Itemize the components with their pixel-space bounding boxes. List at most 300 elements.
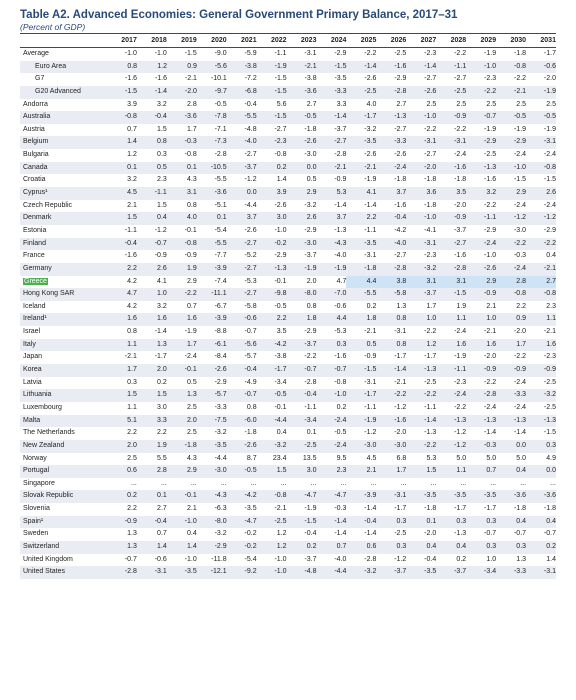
year-header: 2024 [330,37,347,44]
value-cell: -3.5 [184,568,197,576]
value-cell: -1.9 [513,125,527,133]
value-cell: -4.8 [244,125,257,133]
value-cell: -3.1 [364,378,377,386]
row-label: Malta [23,416,41,424]
value-cell: -2.0 [424,163,437,171]
value-cell: 3.6 [426,189,437,197]
value-cell: -2.5 [394,530,407,538]
value-cell: -0.5 [304,113,317,121]
value-cell: -0.1 [184,366,197,374]
table-row [20,516,556,529]
value-cell: -2.2 [513,353,527,361]
value-cell: 0.3 [486,517,497,525]
value-cell: ... [400,479,407,487]
value-cell: 0.4 [426,542,437,550]
row-label: G7 [35,75,45,83]
value-cell: -7.1 [214,125,227,133]
value-cell: 1.2 [276,542,287,550]
value-cell: -2.4 [334,416,347,424]
value-cell: 2.2 [127,264,137,272]
value-cell: -2.9 [513,138,527,146]
year-header: 2027 [420,37,437,44]
value-cell: 3.1 [436,276,466,289]
table-row [20,111,556,124]
value-cell: -4.4 [274,416,287,424]
value-cell: -3.5 [424,492,437,500]
value-cell: -1.1 [154,189,167,197]
value-cell: 1.5 [426,467,437,475]
value-cell: 0.2 [336,403,347,411]
value-cell: -2.9 [274,252,287,260]
value-cell: 1.1 [127,403,137,411]
value-cell: -3.7 [424,290,437,298]
table-row [20,162,556,175]
value-cell: 0.3 [516,542,527,550]
row-label [20,276,107,289]
value-cell: -1.8 [513,50,527,57]
value-cell: -10.1 [210,75,227,83]
value-cell: -2.2 [454,403,467,411]
value-cell: 0.7 [157,530,167,538]
value-cell: -0.8 [514,62,527,70]
value-cell: -3.2 [424,264,437,272]
value-cell: -3.1 [154,568,167,576]
year-header: 2021 [241,37,257,44]
value-cell: -2.9 [394,75,407,83]
value-cell: ... [370,479,377,487]
value-cell: -1.8 [454,176,467,184]
value-cell: 1.4 [276,176,287,184]
value-cell: -2.0 [513,328,527,336]
value-cell: -1.2 [543,214,556,222]
value-cell: -0.9 [543,366,556,374]
value-cell: 2.9 [306,189,317,197]
value-cell: 5.0 [486,454,497,462]
value-cell: -2.7 [244,151,257,159]
value-cell: -2.2 [424,328,437,336]
value-cell: 2.3 [546,302,556,310]
value-cell: -1.9 [334,264,347,272]
value-cell: -3.1 [543,138,556,146]
value-cell: -2.8 [304,378,317,386]
value-cell: -2.7 [424,75,437,83]
value-cell: -2.6 [364,75,377,83]
value-cell: -5.3 [244,277,257,285]
value-cell: -2.2 [424,391,437,399]
value-cell: -2.5 [543,403,556,411]
value-cell: 1.6 [546,340,556,348]
row-label: Luxembourg [23,403,62,411]
row-label: Belgium [23,138,49,146]
value-cell: -1.6 [454,163,467,171]
value-cell: 3.5 [456,189,467,197]
value-cell: -0.2 [244,542,257,550]
value-cell: -2.2 [513,239,527,247]
value-cell: -4.2 [274,340,287,348]
value-cell: 0.8 [396,315,407,323]
value-cell: -0.4 [394,214,407,222]
year-header: 2022 [270,37,287,44]
value-cell: 1.3 [396,302,407,310]
year-header: 2025 [360,37,377,44]
value-cell: -2.1 [124,353,137,361]
table-row [20,288,556,301]
value-cell: 2.5 [186,403,197,411]
value-cell: -0.6 [244,315,257,323]
value-cell: 4.2 [127,302,137,310]
table-row [20,503,556,516]
value-cell: -1.0 [154,50,167,57]
value-cell: 1.9 [456,302,467,310]
value-cell: -1.7 [394,505,407,513]
value-cell: 5.0 [456,454,467,462]
value-cell: -1.5 [274,87,287,95]
value-cell: -2.1 [274,505,287,513]
value-cell: -0.7 [304,366,317,374]
value-cell: -1.0 [274,226,287,234]
value-cell: -1.1 [364,226,377,234]
value-cell: -0.8 [184,239,197,247]
value-cell: -0.3 [484,441,497,449]
value-cell: -7.0 [334,290,347,298]
value-cell: -8.8 [214,328,227,336]
value-cell: -2.7 [274,125,287,133]
value-cell: 1.4 [186,542,197,550]
value-cell: -3.9 [214,315,227,323]
value-cell: -1.5 [543,176,556,184]
value-cell: ... [490,479,497,487]
value-cell: 4.0 [186,214,197,222]
value-cell: -2.9 [543,226,556,234]
value-cell: -1.0 [274,568,287,576]
value-cell: 2.5 [186,429,197,437]
row-label: Slovak Republic [23,492,74,500]
value-cell: -0.2 [274,239,287,247]
value-cell: -1.9 [543,87,556,95]
value-cell: -1.1 [424,403,437,411]
value-cell: 5.1 [127,416,137,424]
value-cell: -1.8 [424,201,437,209]
value-cell: 0.3 [546,441,556,449]
value-cell: -3.2 [274,441,287,449]
value-cell: 2.7 [396,100,407,108]
value-cell: -0.4 [304,530,317,538]
value-cell: -1.4 [484,429,497,437]
value-cell: -3.7 [454,568,467,576]
value-cell: -3.7 [304,340,317,348]
value-cell: 1.7 [426,302,437,310]
year-header: 2030 [510,37,527,44]
value-cell: -0.9 [184,252,197,260]
value-cell: -1.6 [394,201,407,209]
value-cell: -3.2 [543,391,556,399]
value-cell: 1.2 [127,151,137,159]
value-cell: -4.3 [214,492,227,500]
value-cell: 1.7 [127,366,137,374]
value-cell: -1.5 [454,290,467,298]
value-cell: -1.0 [484,252,497,260]
value-cell: 1.5 [276,467,287,475]
value-cell: -2.3 [454,378,467,386]
table-row [20,136,556,149]
value-cell: 3.1 [186,189,197,197]
value-cell: -1.0 [274,555,287,563]
value-cell: -3.9 [364,492,377,500]
value-cell: -5.1 [214,201,227,209]
value-cell: -3.2 [214,429,227,437]
value-cell: -2.8 [484,391,497,399]
row-label: Estonia [23,226,47,234]
value-cell: 1.6 [157,315,167,323]
value-cell: -3.5 [424,568,437,576]
value-cell: 3.5 [276,328,287,336]
value-cell: -0.7 [484,113,497,121]
value-cell: -1.0 [184,555,197,563]
value-cell: -2.4 [394,163,407,171]
value-cell: -1.4 [364,530,377,538]
row-label: Finland [23,239,46,247]
value-cell: 1.8 [306,315,317,323]
value-cell: -5.5 [244,113,257,121]
value-cell: -0.4 [244,366,257,374]
header-row [20,34,556,48]
value-cell: 0.9 [516,315,527,323]
value-cell: 2.0 [306,277,317,285]
value-cell: -2.6 [244,441,257,449]
value-cell: -6.0 [244,416,257,424]
value-cell: -3.5 [454,492,467,500]
table-row [20,73,556,86]
value-cell: -1.6 [334,353,347,361]
value-cell: 0.2 [306,542,317,550]
table-row [20,124,556,137]
value-cell: 0.1 [157,492,167,500]
value-cell: 3.2 [486,189,497,197]
value-cell: -3.1 [424,239,437,247]
value-cell: -3.4 [274,378,287,386]
value-cell: -8.0 [304,290,317,298]
value-cell: ... [280,479,287,487]
value-cell: -0.2 [244,530,257,538]
row-label: Latvia [23,378,42,386]
value-cell: -5.8 [244,302,257,310]
table-row [20,339,556,352]
value-cell: -1.8 [424,505,437,513]
value-cell: 13.5 [302,454,317,462]
value-cell: -1.7 [394,353,407,361]
value-cell: 4.5 [366,454,377,462]
value-cell: 3.9 [127,100,137,108]
value-cell: -2.1 [543,264,556,272]
value-cell: -5.3 [334,328,347,336]
value-cell: 2.5 [546,100,556,108]
value-cell: -0.6 [154,555,167,563]
value-cell: -5.5 [364,290,377,298]
value-cell: -0.9 [124,517,137,525]
value-cell: -1.5 [184,50,197,57]
year-header: 2023 [300,37,317,44]
value-cell: -3.1 [424,138,437,146]
value-cell: -2.2 [543,239,556,247]
value-cell: 3.3 [157,416,167,424]
value-cell: -1.6 [394,416,407,424]
table-row [20,440,556,453]
value-cell: ... [250,479,257,487]
value-cell: -0.6 [543,62,556,70]
value-cell: -0.8 [274,151,287,159]
value-cell: 4.1 [157,277,167,285]
value-cell: 1.9 [186,264,197,272]
value-cell: 1.1 [456,315,467,323]
highlighted-label: Greece [24,277,47,285]
value-cell: -1.2 [394,403,407,411]
value-cell: 0.8 [127,328,137,336]
value-cell: 2.6 [546,189,556,197]
value-cell: -2.4 [454,391,467,399]
value-cell: -3.0 [513,226,527,234]
year-header: 2026 [390,37,407,44]
value-cell: -0.5 [334,429,347,437]
value-cell: -2.3 [543,353,556,361]
value-cell: -1.8 [184,441,197,449]
value-cell: -2.6 [304,138,317,146]
value-cell: -0.7 [543,530,556,538]
value-cell: -0.4 [244,100,257,108]
value-cell: -3.3 [394,138,407,146]
value-cell: 0.8 [306,302,317,310]
value-cell: -3.2 [304,201,317,209]
value-cell: -1.3 [274,264,287,272]
value-cell: -5.7 [214,391,227,399]
value-cell: -2.3 [274,138,287,146]
value-cell: -0.5 [513,113,527,121]
value-cell: -3.6 [184,113,197,121]
value-cell: -2.2 [364,50,377,57]
value-cell: 0.4 [516,517,527,525]
value-cell: 0.1 [306,429,317,437]
value-cell: -2.0 [424,530,437,538]
table-row [20,86,556,99]
row-label: Denmark [23,214,52,222]
table-row [20,453,556,466]
value-cell: -1.0 [424,113,437,121]
value-cell: -2.7 [394,252,407,260]
value-cell: -1.8 [244,429,257,437]
value-cell: -1.4 [334,517,347,525]
value-cell: 0.1 [186,163,197,171]
value-cell: ... [220,479,227,487]
value-cell: 3.7 [246,214,257,222]
value-cell: 1.0 [157,290,167,298]
row-label: Euro Area [35,62,67,70]
value-cell: ... [460,479,467,487]
value-cell: 1.3 [127,542,137,550]
table-row [20,541,556,554]
value-cell: 1.0 [486,315,497,323]
value-cell: -7.7 [214,252,227,260]
value-cell: 4.2 [127,277,137,285]
value-cell: -3.5 [364,138,377,146]
value-cell: -4.7 [334,492,347,500]
value-cell: ... [430,479,437,487]
value-cell: -1.4 [334,530,347,538]
value-cell: -1.4 [154,328,167,336]
value-cell: -1.8 [364,264,377,272]
value-cell: -3.0 [304,239,317,247]
value-cell: -3.7 [304,252,317,260]
value-cell: 4.3 [186,454,197,462]
value-cell: -1.4 [334,201,347,209]
value-cell: 2.7 [526,276,556,289]
row-label: Canada [23,163,48,171]
value-cell: -1.2 [154,226,167,234]
value-cell: -5.5 [214,176,227,184]
value-cell: 1.7 [186,125,197,133]
value-cell: -1.7 [364,391,377,399]
value-cell: -2.2 [184,290,197,298]
value-cell: -6.1 [214,340,227,348]
value-cell: -0.4 [364,517,377,525]
value-cell: -1.2 [513,214,527,222]
value-cell: -2.2 [484,201,497,209]
value-cell: -4.0 [394,239,407,247]
value-cell: -3.3 [334,87,347,95]
value-cell: -3.1 [454,138,467,146]
value-cell: 4.9 [546,454,556,462]
row-label: Israel [23,328,41,336]
value-cell: -4.1 [424,226,437,234]
value-cell: -5.7 [244,353,257,361]
value-cell: -2.8 [394,264,407,272]
value-cell: 4.4 [346,276,376,289]
value-cell: 2.9 [186,467,197,475]
value-cell: -0.3 [334,505,347,513]
value-cell: -6.3 [214,505,227,513]
value-cell: -1.4 [364,505,377,513]
value-cell: -2.4 [513,151,527,159]
value-cell: -1.8 [304,125,317,133]
value-cell: 1.3 [516,555,527,563]
value-cell: -5.4 [244,555,257,563]
value-cell: -11.1 [211,290,227,298]
value-cell: -7.8 [214,113,227,121]
value-cell: ... [340,479,347,487]
value-cell: -0.4 [424,555,437,563]
table-row [20,554,556,567]
value-cell: -3.7 [304,555,317,563]
value-cell: -0.1 [184,492,197,500]
value-cell: -0.8 [184,151,197,159]
value-cell: -2.9 [304,226,317,234]
value-cell: 2.1 [486,302,497,310]
value-cell: 5.3 [336,189,347,197]
value-cell: 0.5 [157,163,167,171]
value-cell: 2.5 [516,100,527,108]
value-cell: 0.7 [186,302,197,310]
value-cell: -1.5 [513,176,527,184]
row-label: Norway [23,454,47,462]
value-cell: -2.1 [364,163,377,171]
row-label: Germany [23,264,52,272]
value-cell: 1.6 [127,315,137,323]
value-cell: 3.2 [157,302,167,310]
value-cell: -2.5 [484,151,497,159]
value-cell: 1.7 [396,467,407,475]
value-cell: -2.1 [304,62,317,70]
row-label: France [23,252,45,260]
value-cell: -2.0 [184,87,197,95]
value-cell: -2.7 [244,239,257,247]
